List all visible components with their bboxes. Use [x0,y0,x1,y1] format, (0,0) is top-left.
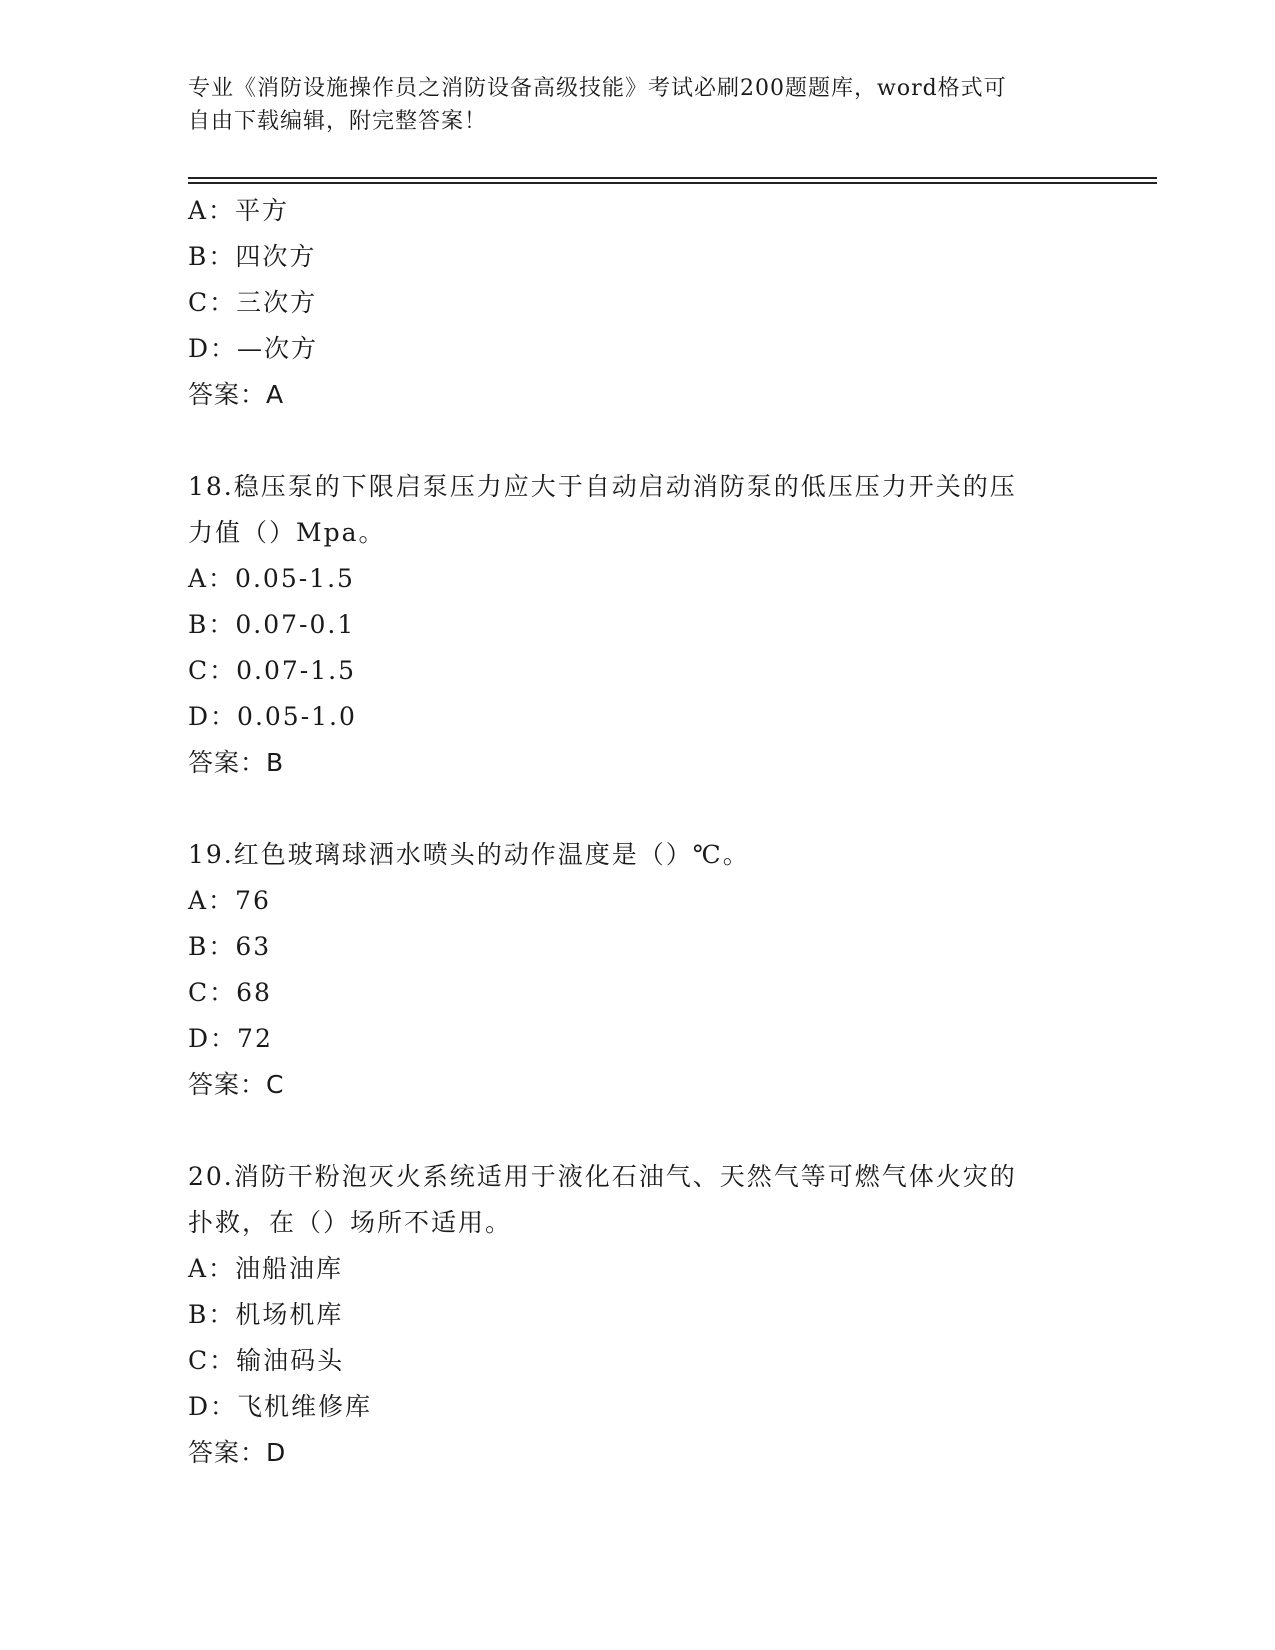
question-list [188,188,1088,1476]
option-a: A：油船油库 [188,1254,344,1283]
option-c: C：0.07-1.5 [188,656,356,685]
spacer [188,786,1088,832]
question-stem: 19.红色玻璃球洒水喷头的动作温度是（）℃。 [188,840,750,869]
question-20 [188,1154,1088,1476]
option-d: D：0.05-1.0 [188,702,357,731]
question-stem-continued: 力值（）Mpa。 [188,518,386,547]
option-c: C：68 [188,978,272,1007]
option-b: B：0.07-0.1 [188,610,356,639]
question-stem: 20.消防干粉泡灭火系统适用于液化石油气、天然气等可燃气体火灾的 [188,1162,1017,1191]
question-stem: 18.稳压泵的下限启泵压力应大于自动启动消防泵的低压压力开关的压 [188,472,1017,501]
spacer [188,418,1088,464]
question-17-continued [188,188,1088,418]
document-header [188,72,1068,138]
answer-line: 答案：B [188,748,285,777]
option-d: D：飞机维修库 [188,1392,373,1421]
option-a: A：76 [188,886,271,915]
question-18 [188,464,1088,786]
option-b: B：四次方 [188,242,317,271]
answer-line: 答案：A [188,380,285,409]
answer-line: 答案：D [188,1438,287,1467]
spacer [188,1108,1088,1154]
header-line-1: 专业《消防设施操作员之消防设备高级技能》考试必刷200题题库，word格式可 [188,76,1007,101]
option-c: C：输油码头 [188,1346,345,1375]
option-d: D：72 [188,1024,273,1053]
option-b: B：机场机库 [188,1300,344,1329]
answer-line: 答案：C [188,1070,285,1099]
option-a: A：平方 [188,196,290,225]
question-19 [188,832,1088,1108]
header-line-2: 自由下载编辑，附完整答案！ [188,109,488,134]
option-d: D：—次方 [188,334,319,363]
option-a: A：0.05-1.5 [188,564,355,593]
header-double-rule [188,177,1157,184]
option-c: C：三次方 [188,288,318,317]
question-stem-continued: 扑救，在（）场所不适用。 [188,1208,513,1237]
option-b: B：63 [188,932,272,961]
